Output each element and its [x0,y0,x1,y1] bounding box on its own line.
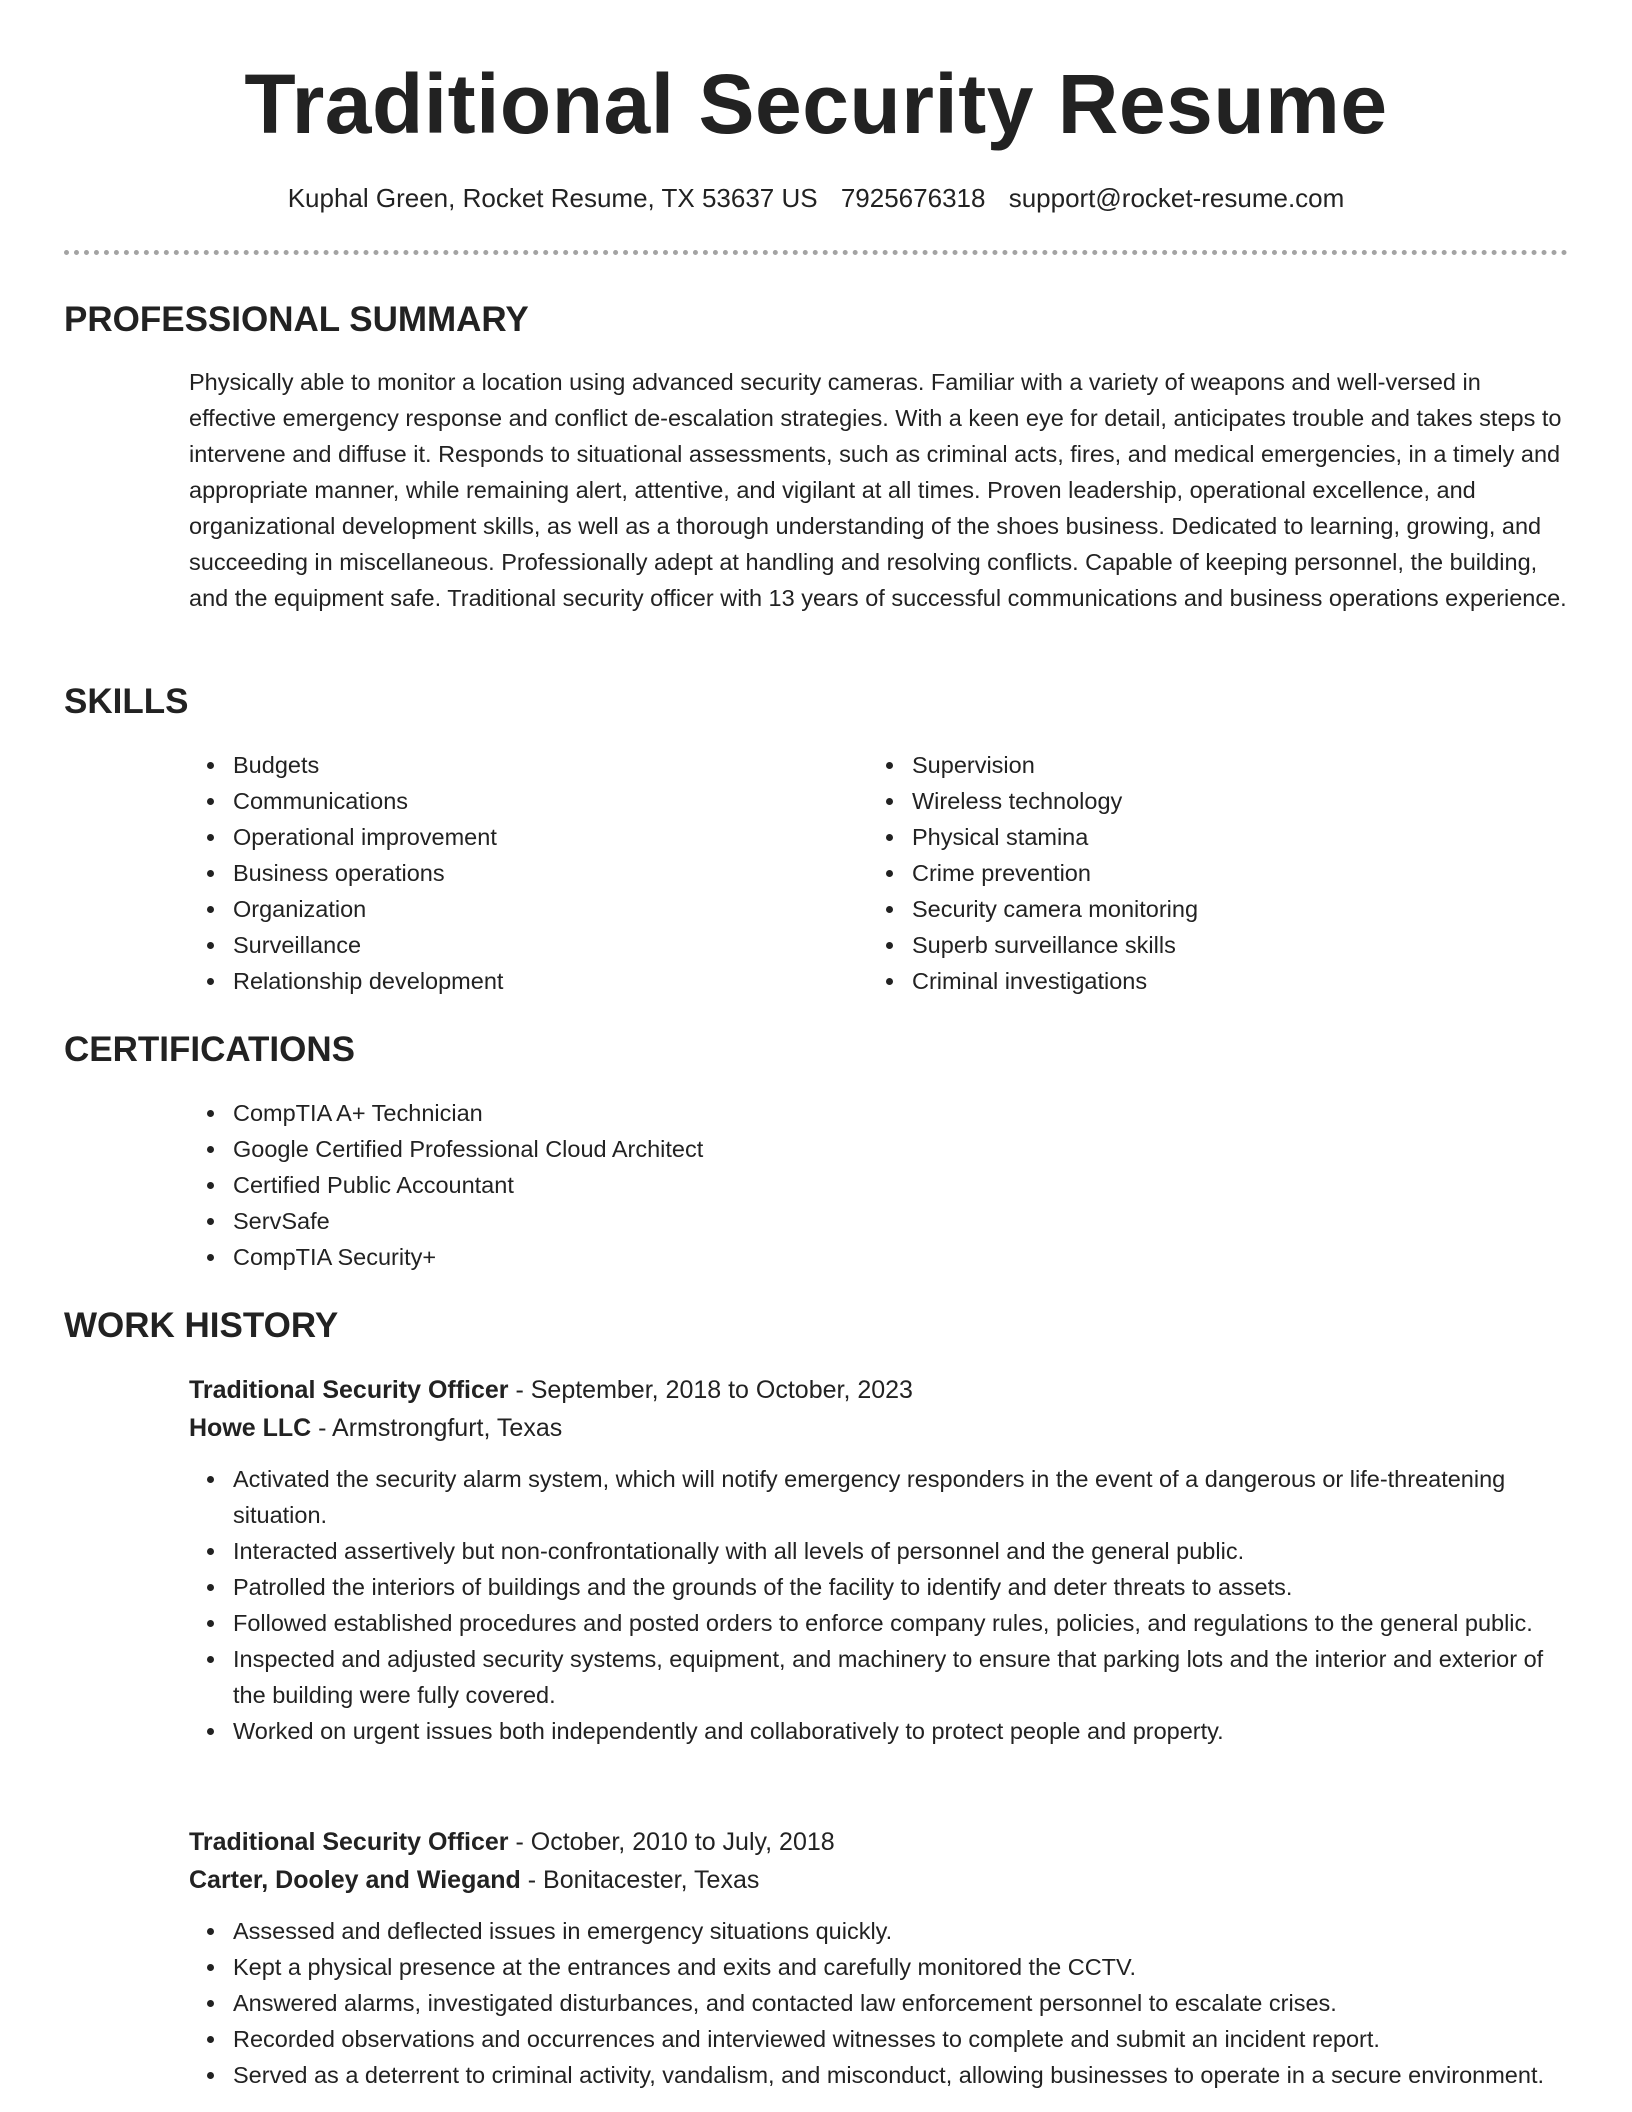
job-company: Howe LLC [189,1414,312,1442]
job-title-line [189,1823,1569,1861]
list-item: Served as a deterrent to criminal activity, vandalism, and misconduct, allowing businesses to operate in a secure environment. [189,2057,1569,2093]
certifications-list [189,1095,1089,1275]
list-item: Activated the security alarm system, which will notify emergency responders in the event of a dangerous or life-threatening situation. [189,1461,1569,1533]
job-title-line [189,1371,1569,1409]
contact-line [0,180,1632,216]
list-item: Recorded observations and occurrences and interviewed witnesses to complete and submit an incident report. [189,2021,1569,2057]
summary-heading: PROFESSIONAL SUMMARY [64,300,529,339]
list-item: Organization [189,891,829,927]
list-item: Communications [189,783,829,819]
skills-list-left [189,747,829,999]
job-title: Traditional Security Officer [189,1828,509,1856]
list-item: Kept a physical presence at the entrances and exits and carefully monitored the CCTV. [189,1949,1569,1985]
list-item: Business operations [189,855,829,891]
list-item: Assessed and deflected issues in emergency situations quickly. [189,1913,1569,1949]
list-item: Patrolled the interiors of buildings and the grounds of the facility to identify and deter threats to assets. [189,1569,1569,1605]
list-item: Google Certified Professional Cloud Architect [189,1131,1089,1167]
skills-list-right [868,747,1548,999]
list-item: Followed established procedures and posted orders to enforce company rules, policies, and regulations to the general public. [189,1605,1569,1641]
job-company-line [189,1861,1569,1899]
job-company: Carter, Dooley and Wiegand [189,1866,521,1894]
contact-email: support@rocket-resume.com [1008,183,1345,213]
contact-phone: 7925676318 [840,183,986,213]
list-item: Crime prevention [868,855,1548,891]
certifications-heading: CERTIFICATIONS [64,1030,356,1069]
list-item: Relationship development [189,963,829,999]
job-duties-list [189,1461,1569,1749]
skills-heading: SKILLS [64,682,189,721]
contact-address: Kuphal Green, Rocket Resume, TX 53637 US [287,183,818,213]
job-dates: - October, 2010 to July, 2018 [508,1828,835,1856]
work-history-heading: WORK HISTORY [64,1306,339,1345]
list-item: Surveillance [189,927,829,963]
list-item: Worked on urgent issues both independently and collaboratively to protect people and property. [189,1713,1569,1749]
resume-title: Traditional Security Resume [244,57,1388,151]
list-item: Supervision [868,747,1548,783]
list-item: Wireless technology [868,783,1548,819]
job-entry [189,1371,1569,1749]
list-item: Answered alarms, investigated disturbances, and contacted law enforcement personnel to escalate crises. [189,1985,1569,2021]
list-item: CompTIA Security+ [189,1239,1089,1275]
list-item: Interacted assertively but non-confrontationally with all levels of personnel and the general public. [189,1533,1569,1569]
list-item: Physical stamina [868,819,1548,855]
list-item: Operational improvement [189,819,829,855]
job-location: - Armstrongfurt, Texas [311,1414,563,1442]
list-item: Inspected and adjusted security systems, equipment, and machinery to ensure that parking lots and the interior and exterior of the building were fully covered. [189,1641,1569,1713]
job-duties-list [189,1913,1569,2093]
job-entry [189,1823,1569,2093]
job-company-line [189,1409,1569,1447]
list-item: Budgets [189,747,829,783]
list-item: ServSafe [189,1203,1089,1239]
summary-text: Physically able to monitor a location using advanced security cameras. Familiar with a variety of weapons and well-versed in effective emergency response and conflict de-escalation strategies. With a keen eye for detail, anticipates trouble and takes steps to intervene and diffuse it. Responds to situational assessments, such as criminal acts, fires, and medical emergencies, in a timely and appropriate manner, while remaining alert, attentive, and vigilant at all times. Proven leadership, operational excellence, and organizational development skills, as well as a thorough understanding of the shoes business. Dedicated to learning, growing, and succeeding in miscellaneous. Professionally adept at handling and resolving conflicts. Capable of keeping personnel, the building, and the equipment safe. Traditional security officer with 13 years of successful communications and business operations experience. [189,369,1567,611]
list-item: Certified Public Accountant [189,1167,1089,1203]
list-item: Security camera monitoring [868,891,1548,927]
header-divider [64,250,1568,255]
list-item: Superb surveillance skills [868,927,1548,963]
job-dates: - September, 2018 to October, 2023 [508,1376,913,1404]
list-item: Criminal investigations [868,963,1548,999]
job-location: - Bonitacester, Texas [520,1866,760,1894]
job-title: Traditional Security Officer [189,1376,509,1404]
list-item: CompTIA A+ Technician [189,1095,1089,1131]
